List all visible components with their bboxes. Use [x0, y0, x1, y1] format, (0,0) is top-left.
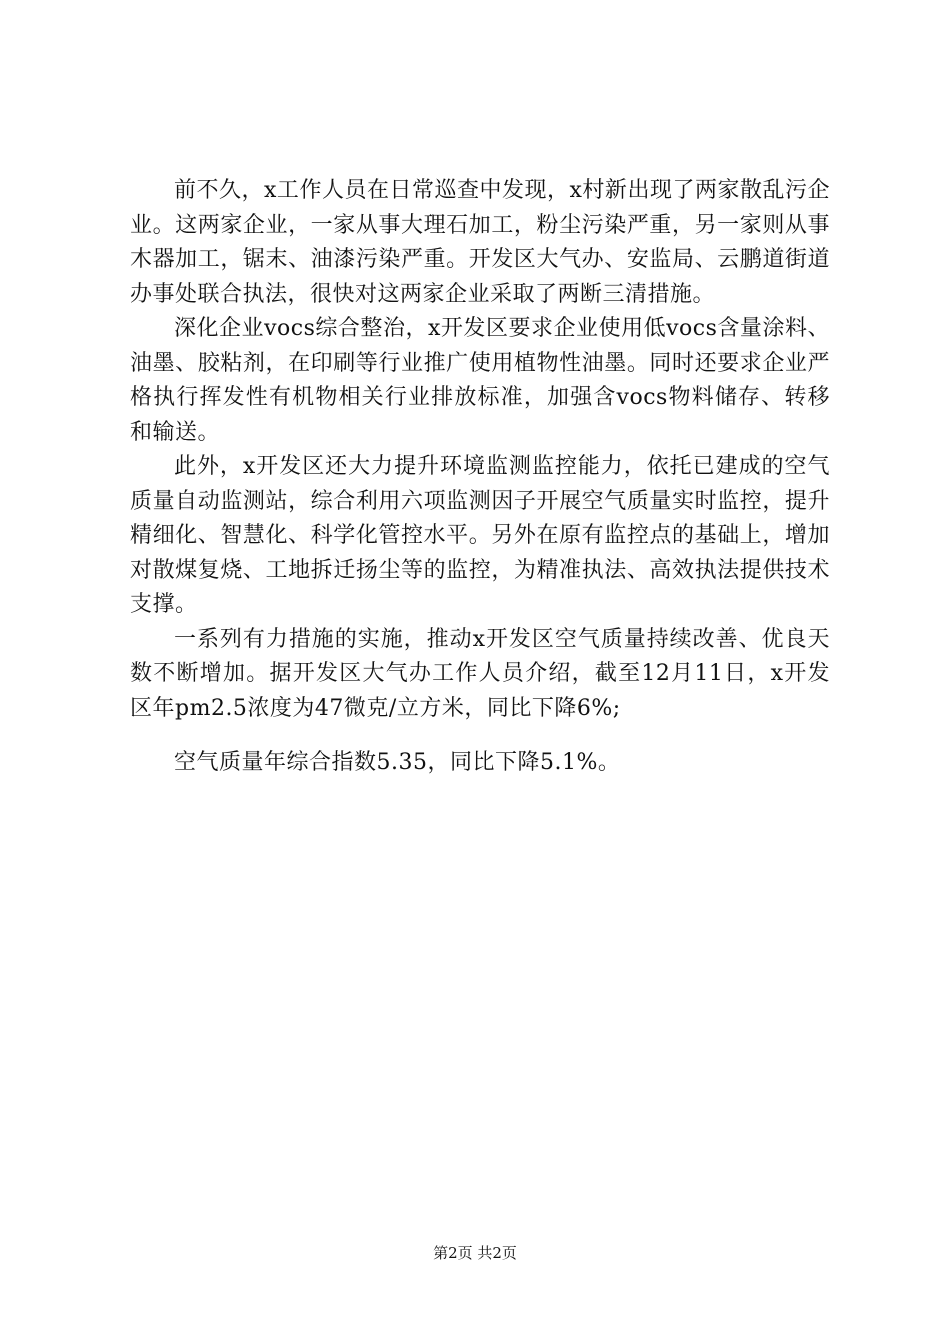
paragraph-4: 一系列有力措施的实施，推动x开发区空气质量持续改善、优良天数不断增加。据开发区大气办工作人员介绍，截至12月11日，x开发区年pm2.5浓度为47微克/立方米，同比下降6%;	[130, 626, 830, 721]
document-body	[130, 174, 830, 781]
paragraph-1: 前不久，x工作人员在日常巡查中发现，x村新出现了两家散乱污企业。这两家企业，一家从事大理石加工，粉尘污染严重，另一家则从事木器加工，锯末、油漆污染严重。开发区大气办、安监局、云鹏道街道办事处联合执法，很快对这两家企业采取了两断三清措施。	[130, 178, 830, 307]
paragraph-3: 此外，x开发区还大力提升环境监测监控能力，依托已建成的空气质量自动监测站，综合利用六项监测因子开展空气质量实时监控，提升精细化、智慧化、科学化管控水平。另外在原有监控点的基础上，增加对散煤复烧、工地拆迁扬尘等的监控，为精准执法、高效执法提供技术支撑。	[130, 454, 830, 617]
paragraph-2: 深化企业vocs综合整治，x开发区要求企业使用低vocs含量涂料、油墨、胶粘剂，在印刷等行业推广使用植物性油墨。同时还要求企业严格执行挥发性有机物相关行业排放标准，加强含vocs物料储存、转移和输送。	[130, 316, 830, 445]
page-number: 第2页 共2页	[433, 1244, 517, 1262]
paragraph-5: 空气质量年综合指数5.35，同比下降5.1%。	[174, 750, 621, 775]
